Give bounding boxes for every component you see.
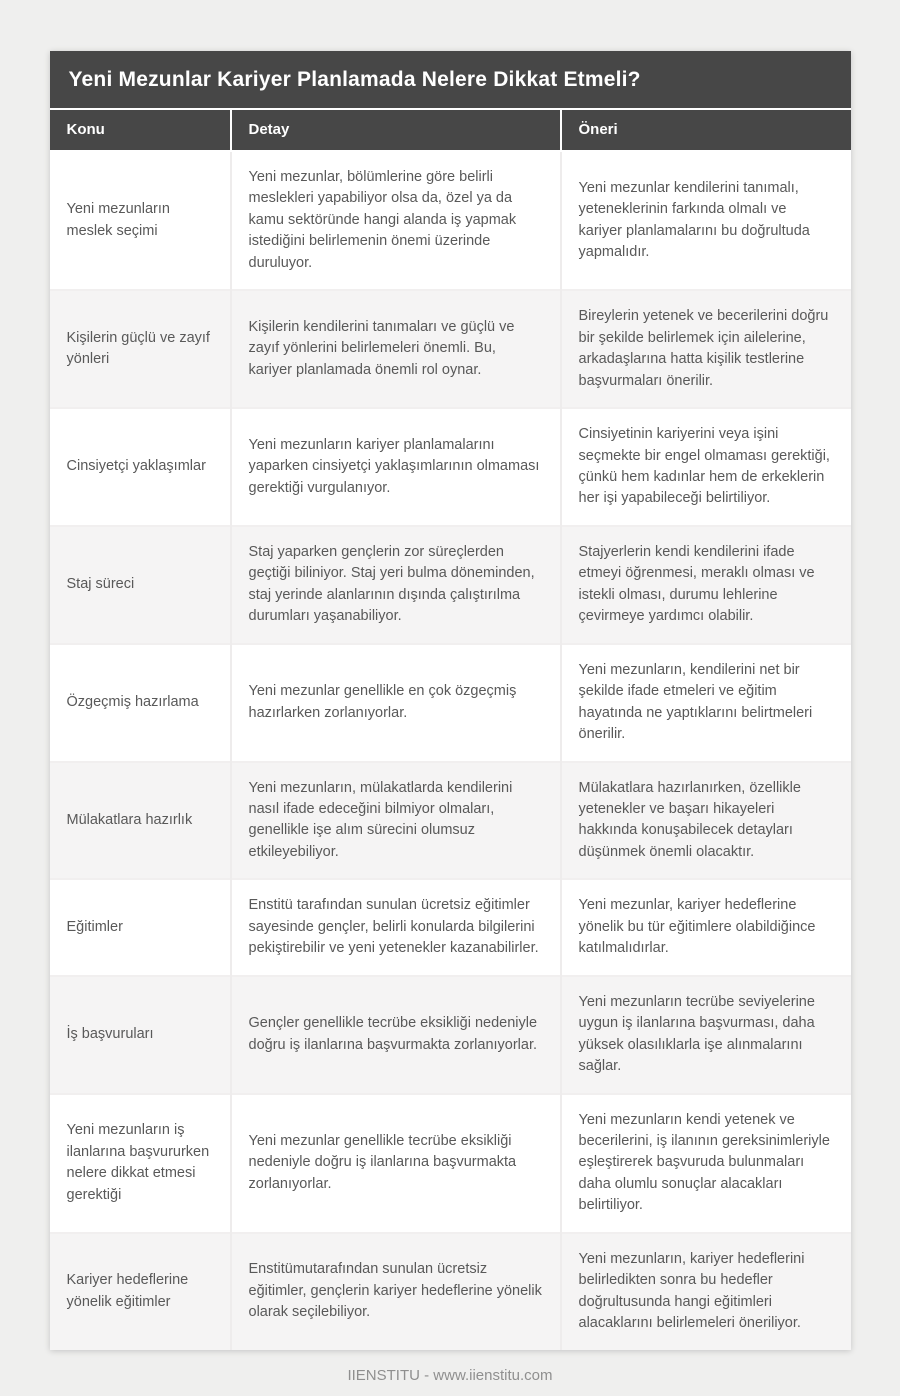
column-header-detay: Detay	[231, 110, 561, 151]
cell-konu: Kariyer hedeflerine yönelik eğitimler	[50, 1233, 231, 1350]
cell-konu: Özgeçmiş hazırlama	[50, 644, 231, 762]
cell-oneri: Bireylerin yetenek ve becerilerini doğru bir şekilde belirlemek için ailelerine, arkadaşlarına hatta kişilik testlerine başvurmaları önerilir.	[561, 290, 851, 408]
table-body	[50, 151, 851, 1350]
cell-detay: Enstitümutarafından sunulan ücretsiz eğitimler, gençlerin kariyer hedeflerine yönelik olarak seçilebiliyor.	[231, 1233, 561, 1350]
cell-detay: Enstitü tarafından sunulan ücretsiz eğitimler sayesinde gençler, belirli konularda bilgilerini pekiştirebilir ve yeni yetenekler kazanabilirler.	[231, 879, 561, 975]
cell-oneri: Mülakatlara hazırlanırken, özellikle yetenekler ve başarı hikayeleri hakkında konuşabilecek detayları düşünmek önemli olacaktır.	[561, 762, 851, 880]
table-row	[50, 1094, 851, 1233]
cell-konu: Eğitimler	[50, 879, 231, 975]
cell-oneri: Cinsiyetinin kariyerini veya işini seçmekte bir engel olmaması gerektiği, çünkü hem kadınlar hem de erkeklerin her işi yapabileceği belirtiliyor.	[561, 408, 851, 526]
cell-konu: Mülakatlara hazırlık	[50, 762, 231, 880]
cell-konu: İş başvuruları	[50, 976, 231, 1094]
table-row	[50, 879, 851, 975]
column-header-konu: Konu	[50, 110, 231, 151]
cell-detay: Staj yaparken gençlerin zor süreçlerden geçtiği biliniyor. Staj yeri bulma döneminden, staj yerinde alanlarının dışında çalıştırılma durumları yaşanabiliyor.	[231, 526, 561, 644]
cell-oneri: Stajyerlerin kendi kendilerini ifade etmeyi öğrenmesi, meraklı olması ve istekli olması, durumu lehlerine çevirmeye yardımcı olabilir.	[561, 526, 851, 644]
cell-konu: Cinsiyetçi yaklaşımlar	[50, 408, 231, 526]
cell-oneri: Yeni mezunların, kendilerini net bir şekilde ifade etmeleri ve eğitim hayatında ne yaptıklarını belirtmeleri önerilir.	[561, 644, 851, 762]
cell-detay: Yeni mezunlar, bölümlerine göre belirli meslekleri yapabiliyor olsa da, özel ya da kamu sektöründe hangi alanda iş yapmak istediğini belirlemenin önemi üzerinde duruluyor.	[231, 151, 561, 290]
table-row	[50, 151, 851, 290]
cell-detay: Yeni mezunların, mülakatlarda kendilerini nasıl ifade edeceğini bilmiyor olmaları, genellikle işe alım sürecini olumsuz etkileyebiliyor.	[231, 762, 561, 880]
table-header	[50, 110, 851, 151]
table-row	[50, 526, 851, 644]
column-header-oneri: Öneri	[561, 110, 851, 151]
cell-detay: Yeni mezunlar genellikle tecrübe eksikliği nedeniyle doğru iş ilanlarına başvurmakta zorlanıyorlar.	[231, 1094, 561, 1233]
cell-detay: Kişilerin kendilerini tanımaları ve güçlü ve zayıf yönlerini belirlemeleri önemli. Bu, kariyer planlamada önemli rol oynar.	[231, 290, 561, 408]
cell-oneri: Yeni mezunların kendi yetenek ve becerilerini, iş ilanının gereksinimleriyle eşleştirerek başvuruda bulunmaları daha olumlu sonuçlar alacakları belirtiliyor.	[561, 1094, 851, 1233]
table-row	[50, 976, 851, 1094]
table-row	[50, 1233, 851, 1350]
header-row	[50, 110, 851, 151]
footer-credit: IIENSTITU - www.iienstitu.com	[347, 1366, 553, 1384]
career-table-card	[50, 51, 851, 1350]
cell-detay: Yeni mezunlar genellikle en çok özgeçmiş hazırlarken zorlanıyorlar.	[231, 644, 561, 762]
cell-konu: Staj süreci	[50, 526, 231, 644]
table-row	[50, 644, 851, 762]
table-row	[50, 290, 851, 408]
cell-oneri: Yeni mezunların, kariyer hedeflerini belirledikten sonra bu hedefler doğrultusunda hangi eğitimleri alacaklarını belirlemeleri öneriliyor.	[561, 1233, 851, 1350]
cell-detay: Gençler genellikle tecrübe eksikliği nedeniyle doğru iş ilanlarına başvurmakta zorlanıyorlar.	[231, 976, 561, 1094]
cell-konu: Kişilerin güçlü ve zayıf yönleri	[50, 290, 231, 408]
table-row	[50, 762, 851, 880]
cell-konu: Yeni mezunların meslek seçimi	[50, 151, 231, 290]
page-title: Yeni Mezunlar Kariyer Planlamada Nelere Dikkat Etmeli?	[50, 51, 851, 110]
cell-konu: Yeni mezunların iş ilanlarına başvururken nelere dikkat etmesi gerektiği	[50, 1094, 231, 1233]
table-row	[50, 408, 851, 526]
cell-oneri: Yeni mezunlar kendilerini tanımalı, yeteneklerinin farkında olmalı ve kariyer planlamalarını bu doğrultuda yapmalıdır.	[561, 151, 851, 290]
cell-oneri: Yeni mezunlar, kariyer hedeflerine yönelik bu tür eğitimlere olabildiğince katılmalıdırlar.	[561, 879, 851, 975]
cell-oneri: Yeni mezunların tecrübe seviyelerine uygun iş ilanlarına başvurması, daha yüksek olasılıklarla işe alınmalarını sağlar.	[561, 976, 851, 1094]
cell-detay: Yeni mezunların kariyer planlamalarını yaparken cinsiyetçi yaklaşımlarının olmaması gerektiği vurgulanıyor.	[231, 408, 561, 526]
career-table	[50, 110, 851, 1350]
